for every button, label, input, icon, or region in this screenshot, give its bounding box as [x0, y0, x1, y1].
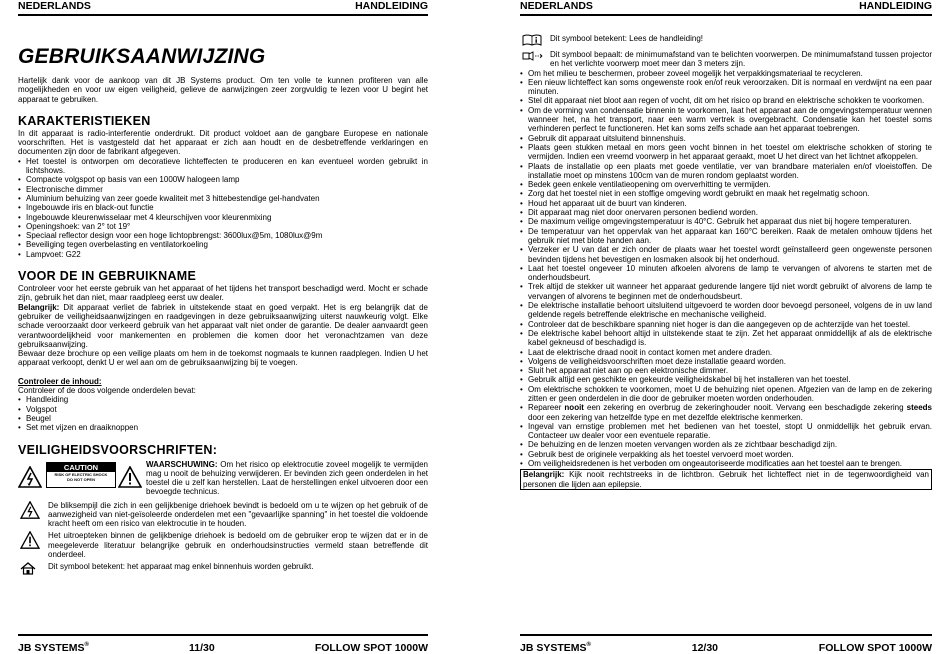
- list-item: • Het toestel is ontworpen om decoratieve lichteffecten te produceren en kan eventueel worden gebruikt in lichtshows.: [18, 157, 428, 176]
- section-heading-features: KARAKTERISTIEKEN: [18, 113, 151, 128]
- list-item: • Ingebouwde kleurenwisselaar met 4 kleurschijven voor kleurenmixing: [18, 213, 428, 222]
- list-item: • Compacte volgspot op basis van een 1000W halogeen lamp: [18, 175, 428, 184]
- list-item: • Trek altijd de stekker uit wanneer het apparaat gedurende langere tijd niet wordt gebruikt of alvorens de lamp te vervangen of alvorens te beginnen met de onderhoudsbeurt.: [520, 282, 932, 301]
- contents-label: Controleer de inhoud:: [18, 376, 102, 386]
- header-language: NEDERLANDS: [18, 0, 91, 12]
- important-label: Belangrijk:: [523, 470, 565, 480]
- page-title: GEBRUIKSAANWIJZING: [18, 45, 266, 68]
- footer-brand: [520, 642, 591, 654]
- list-item: • Plaats geen stukken metaal en mors geen vocht binnen in het toestel om elektrische schokken of storing te vermijden. Indien een vreemd voorwerp in het apparaat geraakt, moet U het direct van het lichtnet afkoppelen.: [520, 143, 932, 162]
- warning-text-block: [146, 460, 428, 497]
- list-item: • Om veiligheidsredenen is het verboden om ongeautoriseerde modificaties aan het toestel aan te brengen.: [520, 459, 932, 468]
- list-item: • Om de vorming van condensatie binnenin te voorkomen, laat het apparaat aan de omgevingstemperatuur wennen wanneer het, na het transport, naar een warm vertrek is overgebracht. Condensatie kan het toestel soms verhinderen perfect te functioneren. Het kan soms zelfs schade aan het apparaat toebrengen.: [520, 106, 932, 134]
- caution-label: [46, 462, 116, 488]
- distance-symbol-text: Dit symbool bepaalt: de minimumafstand van te belichten voorwerpen. De minimumafstand tussen projector en het verlichte voorwerp moet meer dan 3 meters zijn.: [550, 50, 932, 69]
- indoor-text: Dit symbool betekent: het apparaat mag enkel binnenhuis worden gebruikt.: [48, 562, 314, 572]
- caution-title: CAUTION: [47, 463, 115, 472]
- caution-subtitle: RISK OF ELECTRIC SHOCK: [54, 471, 108, 477]
- page-number: 11/30: [189, 642, 215, 654]
- page-body: [18, 46, 428, 575]
- list-item: • Gebruik best de originele verpakking als het toestel vervoerd moet worden.: [520, 450, 932, 459]
- list-item: • Set met vijzen en draaiknoppen: [18, 423, 428, 432]
- fuse-text: een zekering en overbrug de zekeringhouder nooit. Vervang een beschadigde zekering: [583, 403, 907, 413]
- list-item: • Electronische dimmer: [18, 185, 428, 194]
- list-item: • Verzeker er U van dat er zich onder de plaats waar het toestel wordt geïnstalleerd geen ongewenste personen bevinden tijdens het bevestigen en losmaken alsook bij het onderhoud.: [520, 245, 932, 264]
- registered-mark: ®: [586, 642, 591, 648]
- list-item: • Ingeval van ernstige problemen met het bedienen van het toestel, stopt U onmiddellijk het gebruik ervan. Contacteer uw dealer voor een eventuele reparatie.: [520, 422, 932, 441]
- list-item: • De maximum veilige omgevingstemperatuur is 40°C. Gebruik het apparaat dus niet bij hogere temperaturen.: [520, 217, 932, 226]
- list-item: • Gebruik altijd een geschikte en gekeurde veiligheidskabel bij het installeren van het toestel.: [520, 375, 932, 384]
- page-body: [520, 34, 932, 490]
- fuse-text: Repareer: [528, 403, 565, 413]
- page-12: [520, 0, 932, 654]
- list-item: • Aluminium behuizing van zeer goede kwaliteit met 3 hittebestendige gel-handvaten: [18, 194, 428, 203]
- exclamation-triangle-icon: [20, 531, 40, 549]
- list-item: • Openingshoek: van 2° tot 19°: [18, 222, 428, 231]
- list-item: • Controleer dat de beschikbare spanning niet hoger is dan die aangegeven op de achterzijde van het toestel.: [520, 320, 932, 329]
- list-item: • De elektrische installatie behoort uitsluitend uitgevoerd te worden door bevoegd personeel, volgens de in uw land geldende regels betreffende elektrische en mechanische veiligheid.: [520, 301, 932, 320]
- keep-brochure-paragraph: Bewaar deze brochure op een veilige plaats om hem in de toekomst nogmaals te kunnen raadplegen. Indien U het apparaat verkoopt, denkt U er wel aan om de gebruiksaanwijzing bij te voegen.: [18, 349, 428, 368]
- contents-intro: Controleer of de doos volgende onderdelen bevat:: [18, 386, 196, 396]
- list-item: • Ingebouwde iris en black-out functie: [18, 203, 428, 212]
- list-item: • De elektrische kabel behoort altijd in uitstekende staat te zijn. Zet het apparaat onmiddellijk af als de elektrische kabel gekneusd of beschadigd is.: [520, 329, 932, 348]
- before-use-paragraph: Controleer voor het eerste gebruik van het apparaat of het tijdens het transport beschadigd werd. Mocht er schade zijn, gebruik het dan niet, maar raadpleeg eerst uw dealer.: [18, 284, 428, 303]
- minimum-distance-icon: [522, 50, 544, 62]
- intro-paragraph: Hartelijk dank voor de aankoop van dit JB Systems product. Om ten volle te kunnen profiteren van alle mogelijkheden en voor uw eigen veiligheid, gelieve de aanwijzingen zeer zorgvuldig te lezen voor U begint het apparaat te gebruiken.: [18, 76, 428, 104]
- brand-name: JB SYSTEMS: [18, 642, 85, 654]
- list-item: • Om het milieu te beschermen, probeer zoveel mogelijk het verpakkingsmateriaal te recycleren.: [520, 69, 932, 78]
- list-item: • Dit apparaat mag niet door onervaren personen bediend worden.: [520, 208, 932, 217]
- list-item: • Bedek geen enkele ventilatieopening om oververhitting te vermijden.: [520, 180, 932, 189]
- warning-icons: [18, 462, 146, 492]
- list-item: • Om elektrische schokken te voorkomen, moet U de behuizing niet openen. Afgezien van de lamp en de zekering zitten er geen onderdelen in die door de gebruiker moeten worden onderhouden.: [520, 385, 932, 404]
- footer-product: FOLLOW SPOT 1000W: [314, 642, 428, 654]
- section-heading-before-use: VOOR DE IN GEBRUIKNAME: [18, 269, 197, 284]
- footer-product: FOLLOW SPOT 1000W: [818, 642, 932, 654]
- brand-name: JB SYSTEMS: [520, 642, 587, 654]
- list-item: • Speciaal reflector design voor een hoge lichtopbrengst: 3600lux@5m, 1080lux@9m: [18, 231, 428, 240]
- manual-symbol-explanation: [520, 34, 932, 47]
- contents-list: [18, 395, 428, 432]
- header-doctype: HANDLEIDING: [859, 0, 932, 12]
- page-header: [520, 0, 932, 16]
- fuse-emphasis: steeds: [906, 403, 932, 413]
- list-item: • De behuizing en de lenzen moeten vervangen worden als ze zichtbaar beschadigd zijn.: [520, 440, 932, 449]
- list-item: • Handleiding: [18, 395, 428, 404]
- registered-mark: ®: [84, 642, 89, 648]
- fuse-text: door een zekering van hetzelfde type en met dezelfde elektrische kenmerken.: [528, 412, 803, 422]
- list-item: • Volgspot: [18, 405, 428, 414]
- list-item: • Een nieuw lichteffect kan soms ongewenste rook en/of reuk veroorzaken. Dit is normaal en verdwijnt na een paar minuten.: [520, 78, 932, 97]
- distance-symbol-explanation: [520, 50, 932, 69]
- lightning-triangle-icon: [20, 501, 40, 519]
- list-item: • Gebruik dit apparaat uitsluitend binnenshuis.: [520, 134, 932, 143]
- features-list: [18, 157, 428, 259]
- important-box: [520, 469, 932, 490]
- page-11: [18, 0, 428, 654]
- list-item: • Volgens de veiligheidsvoorschriften moet deze installatie geaard worden.: [520, 357, 932, 366]
- warning-block: [18, 460, 428, 498]
- list-item: • Laat de elektrische draad nooit in contact komen met andere draden.: [520, 348, 932, 357]
- lightning-triangle-icon: [18, 466, 42, 488]
- indoor-house-icon: [20, 562, 36, 575]
- list-item: • Zorg dat het toestel niet in een stoffige omgeving wordt gebruikt en maak het regelmatig schoon.: [520, 189, 932, 198]
- important-label: Belangrijk:: [18, 302, 60, 312]
- important-text: Kijk nooit rechtstreeks in de lichtbron. Gebruik het lichteffect niet in de tegenwoordigheid van personen die lijden aan epilepsie.: [523, 470, 929, 489]
- important-paragraph: [18, 303, 428, 349]
- list-item: • Stel dit apparaat niet bloot aan regen of vocht, dit om het risico op brand en elektrische schokken te voorkomen.: [520, 96, 932, 105]
- list-item: • Beugel: [18, 414, 428, 423]
- list-item: • De temperatuur van het oppervlak van het apparaat kan 160°C bereiken. Raak de metalen omhouw tijdens het gebruik niet met blote handen aan.: [520, 227, 932, 246]
- features-paragraph: In dit apparaat is radio-interferentie onderdrukt. Dit product voldoet aan de gangbare Europese en nationale voorschriften. Het is vastgesteld dat het apparaat er zich aan houdt en de desbetreffende verklaringen en documenten zijn door de fabrikant afgegeven.: [18, 128, 428, 157]
- warning-label: WAARSCHUWING:: [146, 459, 218, 469]
- indoor-explanation: [18, 562, 428, 575]
- lightning-text: De bliksempijl die zich in een gelijkbenige driehoek bevindt is bedoeld om u te wijzen op het gebruik of de aanwezigheid van niet-geïsoleerde onderdelen met een "gevaarlijke spanning" in het toestel die voldoende kracht heeft om een risico van elektrocutie in te houden.: [48, 500, 428, 529]
- list-item: • Laat het toestel ongeveer 10 minuten afkoelen alvorens de lamp te vervangen of alvorens te starten met de onderhoudsbeurt.: [520, 264, 932, 283]
- exclamation-text: Het uitroepteken binnen de gelijkbenige driehoek is bedoeld om de gebruiker erop te wijzen dat er in de meegeleverde literatuur belangrijke gebruik en onderhoudsinstructies vermeld staan betreffende dit onderdeel.: [48, 531, 428, 559]
- page-footer: [18, 634, 428, 654]
- list-item: • Plaats de installatie op een plaats met goede ventilatie, ver van brandbare materialen en/of vloeistoffen. De installatie moet op minstens 100cm van de muren rondom geplaatst worden.: [520, 162, 932, 181]
- page-number: 12/30: [691, 642, 719, 654]
- list-item: • Houd het apparaat uit de buurt van kinderen.: [520, 199, 932, 208]
- header-doctype: HANDLEIDING: [355, 0, 428, 12]
- list-item: • Sluit het apparaat niet aan op een elektronische dimmer.: [520, 366, 932, 375]
- list-item: • Lampvoet: G22: [18, 250, 428, 259]
- contents-heading: [18, 377, 428, 386]
- footer-brand: [18, 642, 89, 654]
- fuse-emphasis: nooit: [564, 403, 584, 413]
- list-item: • Beveiliging tegen overbelasting en ventilatorkoeling: [18, 240, 428, 249]
- lightning-explanation: [18, 501, 428, 529]
- section-heading-safety: VEILIGHEIDSVOORSCHRIFTEN:: [18, 442, 218, 457]
- important-text: Dit apparaat verliet de fabriek in uitstekende staat en goed verpakt. Het is erg belangrijk dat de gebruiker de veiligheidsaanwijzingen en raadgevingen in deze gebruiksaanwijzing uiterst nauwkeurig volgt. Elke schade veroorzaakt door verkeerd gebruik van het apparaat valt niet onder de garantie. De dealer aanvaardt geen verantwoordelijkheid voor mankementen en problemen die komen door het veronachtzamen van deze gebruiksaanwijzing.: [18, 302, 428, 349]
- read-manual-icon: [522, 34, 542, 46]
- list-item-fuse: [520, 403, 932, 422]
- caution-subtitle: DO NOT OPEN: [66, 476, 95, 482]
- page-footer: [520, 634, 932, 654]
- warning-text: Om het risico op elektrocutie zoveel mogelijk te vermijden mag u nooit de behuizing verwijderen. Er bevinden zich geen onderdelen in het toestel die u zelf kan herstellen. Laat de herstellingen enkel uitvoeren door een bevoegde technicus.: [146, 459, 428, 497]
- manual-symbol-text: Dit symbool betekent: Lees de handleiding!: [550, 34, 703, 43]
- safety-list: [520, 69, 932, 469]
- exclamation-triangle-icon: [118, 466, 142, 488]
- header-language: NEDERLANDS: [520, 0, 593, 12]
- exclamation-explanation: [18, 531, 428, 559]
- page-header: [18, 0, 428, 16]
